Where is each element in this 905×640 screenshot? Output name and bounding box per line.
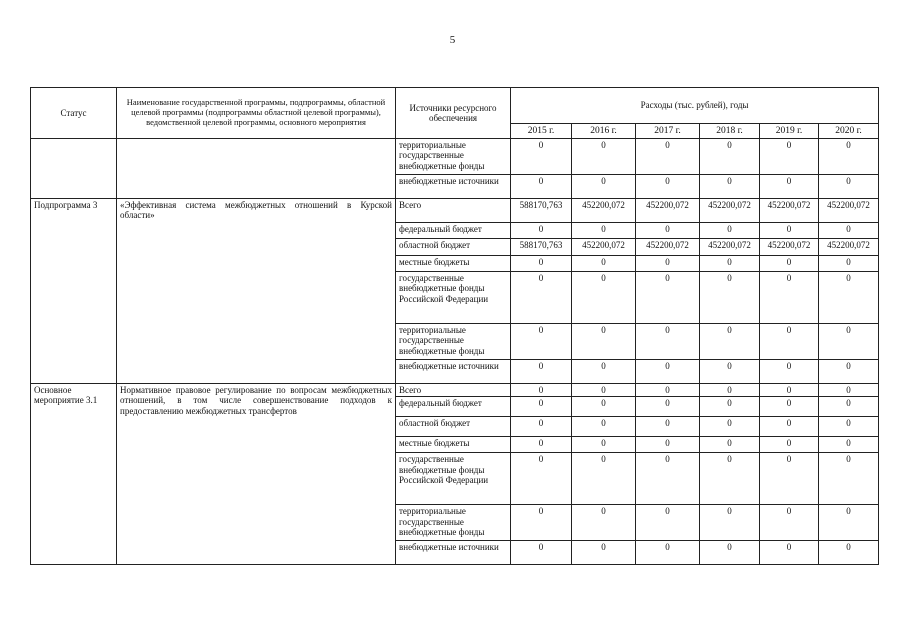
expense-value-cell: 0: [760, 505, 819, 541]
status-cell: Основное мероприятие 3.1: [31, 384, 117, 565]
expense-value-cell: 452200,072: [636, 199, 700, 223]
expense-value-cell: 0: [700, 453, 760, 505]
expense-value-cell: 0: [819, 139, 879, 175]
budget-table: [30, 87, 879, 565]
source-cell: местные бюджеты: [396, 437, 511, 453]
source-cell: государственные внебюджетные фонды Российской Федерации: [396, 272, 511, 324]
expense-value-cell: 0: [819, 453, 879, 505]
expense-value-cell: 452200,072: [760, 199, 819, 223]
expense-value-cell: 452200,072: [572, 199, 636, 223]
expense-value-cell: 0: [760, 360, 819, 384]
expense-value-cell: 0: [760, 139, 819, 175]
expense-value-cell: 0: [572, 272, 636, 324]
source-cell: территориальные государственные внебюджетные фонды: [396, 505, 511, 541]
expense-value-cell: 0: [819, 175, 879, 199]
expense-value-cell: 452200,072: [819, 199, 879, 223]
expense-value-cell: 0: [636, 272, 700, 324]
expense-value-cell: 0: [700, 541, 760, 565]
expense-value-cell: 0: [700, 324, 760, 360]
program-name-cell: Нормативное правовое регулирование по вопросам межбюджетных отношений, в том числе совершенствование подходов к предоставлению межбюджетных трансфертов: [117, 384, 396, 565]
source-cell: областной бюджет: [396, 417, 511, 437]
expense-value-cell: 0: [700, 505, 760, 541]
table-header: [31, 88, 879, 139]
expense-value-cell: 0: [572, 541, 636, 565]
expense-value-cell: 0: [819, 437, 879, 453]
expense-value-cell: 0: [572, 256, 636, 272]
page-number: 5: [449, 34, 456, 46]
header-year: 2017 г.: [636, 124, 700, 139]
expense-value-cell: 0: [760, 256, 819, 272]
expense-value-cell: 0: [572, 417, 636, 437]
status-cell: Подпрограмма 3: [31, 199, 117, 384]
expense-value-cell: 0: [572, 360, 636, 384]
expense-value-cell: 0: [819, 324, 879, 360]
header-program-name: Наименование государственной программы, подпрограммы, областной целевой программы (подпрограммы областной целевой программы), ведомственной целевой программы, основного мероприятия: [117, 88, 396, 139]
expense-value-cell: 452200,072: [572, 239, 636, 256]
expense-value-cell: 0: [700, 417, 760, 437]
expense-value-cell: 0: [511, 272, 572, 324]
header-year: 2015 г.: [511, 124, 572, 139]
expense-value-cell: 452200,072: [819, 239, 879, 256]
expense-value-cell: 0: [700, 272, 760, 324]
expense-value-cell: 0: [760, 324, 819, 360]
header-expenses: Расходы (тыс. рублей), годы: [511, 88, 879, 124]
expense-value-cell: 0: [511, 417, 572, 437]
source-cell: территориальные государственные внебюджетные фонды: [396, 324, 511, 360]
expense-value-cell: 0: [511, 505, 572, 541]
table-row: [31, 139, 879, 175]
expense-value-cell: 0: [700, 139, 760, 175]
expense-value-cell: 0: [700, 360, 760, 384]
expense-value-cell: 0: [636, 139, 700, 175]
expense-value-cell: 0: [572, 384, 636, 397]
expense-value-cell: 0: [511, 360, 572, 384]
source-cell: внебюджетные источники: [396, 541, 511, 565]
table-body: [31, 139, 879, 565]
expense-value-cell: 0: [511, 223, 572, 239]
expense-value-cell: 0: [636, 384, 700, 397]
expense-value-cell: 0: [636, 397, 700, 417]
expense-value-cell: 0: [572, 437, 636, 453]
expense-value-cell: 0: [511, 175, 572, 199]
expense-value-cell: 0: [760, 272, 819, 324]
expense-value-cell: 0: [700, 384, 760, 397]
source-cell: внебюджетные источники: [396, 175, 511, 199]
expense-value-cell: 0: [636, 453, 700, 505]
expense-value-cell: 0: [511, 453, 572, 505]
header-year: 2019 г.: [760, 124, 819, 139]
expense-value-cell: 0: [636, 324, 700, 360]
expense-value-cell: 0: [572, 453, 636, 505]
source-cell: областной бюджет: [396, 239, 511, 256]
program-name-cell: «Эффективная система межбюджетных отношений в Курской области»: [117, 199, 396, 384]
header-year: 2018 г.: [700, 124, 760, 139]
expense-value-cell: 0: [760, 417, 819, 437]
expense-value-cell: 0: [511, 437, 572, 453]
source-cell: территориальные государственные внебюджетные фонды: [396, 139, 511, 175]
expense-value-cell: 452200,072: [636, 239, 700, 256]
header-year: 2020 г.: [819, 124, 879, 139]
expense-value-cell: 0: [819, 223, 879, 239]
expense-value-cell: 0: [700, 175, 760, 199]
header-year: 2016 г.: [572, 124, 636, 139]
expense-value-cell: 0: [511, 139, 572, 175]
expense-value-cell: 0: [636, 256, 700, 272]
expense-value-cell: 0: [511, 324, 572, 360]
expense-value-cell: 0: [511, 256, 572, 272]
expense-value-cell: 0: [572, 397, 636, 417]
expense-value-cell: 0: [636, 175, 700, 199]
expense-value-cell: 0: [511, 384, 572, 397]
source-cell: внебюджетные источники: [396, 360, 511, 384]
expense-value-cell: 588170,763: [511, 199, 572, 223]
source-cell: федеральный бюджет: [396, 223, 511, 239]
source-cell: федеральный бюджет: [396, 397, 511, 417]
expense-value-cell: 0: [636, 541, 700, 565]
expense-value-cell: 0: [700, 437, 760, 453]
expense-value-cell: 0: [760, 175, 819, 199]
expense-value-cell: 0: [636, 437, 700, 453]
expense-value-cell: 452200,072: [700, 239, 760, 256]
expense-value-cell: 0: [700, 223, 760, 239]
expense-value-cell: 0: [636, 417, 700, 437]
expense-value-cell: 0: [636, 360, 700, 384]
expense-value-cell: 0: [572, 175, 636, 199]
expense-value-cell: 0: [819, 256, 879, 272]
expense-value-cell: 452200,072: [700, 199, 760, 223]
expense-value-cell: 0: [700, 397, 760, 417]
expense-value-cell: 0: [819, 505, 879, 541]
expense-value-cell: 0: [700, 256, 760, 272]
header-sources: Источники ресурсного обеспечения: [396, 88, 511, 139]
expense-value-cell: 0: [572, 505, 636, 541]
expense-value-cell: 0: [760, 437, 819, 453]
expense-value-cell: 0: [819, 397, 879, 417]
expense-value-cell: 0: [572, 223, 636, 239]
source-cell: Всего: [396, 384, 511, 397]
expense-value-cell: 0: [511, 397, 572, 417]
expense-value-cell: 0: [760, 453, 819, 505]
header-status: Статус: [31, 88, 117, 139]
expense-value-cell: 452200,072: [760, 239, 819, 256]
status-cell: [31, 139, 117, 199]
table-row: [31, 384, 879, 397]
expense-value-cell: 588170,763: [511, 239, 572, 256]
expense-value-cell: 0: [819, 541, 879, 565]
expense-value-cell: 0: [760, 384, 819, 397]
expense-value-cell: 0: [572, 324, 636, 360]
expense-value-cell: 0: [572, 139, 636, 175]
expense-value-cell: 0: [760, 541, 819, 565]
source-cell: местные бюджеты: [396, 256, 511, 272]
expense-value-cell: 0: [819, 360, 879, 384]
expense-value-cell: 0: [636, 223, 700, 239]
source-cell: Всего: [396, 199, 511, 223]
program-name-cell: [117, 139, 396, 199]
expense-value-cell: 0: [760, 223, 819, 239]
expense-value-cell: 0: [819, 417, 879, 437]
expense-value-cell: 0: [819, 272, 879, 324]
expense-value-cell: 0: [636, 505, 700, 541]
expense-value-cell: 0: [819, 384, 879, 397]
table-row: [31, 199, 879, 223]
expense-value-cell: 0: [511, 541, 572, 565]
source-cell: государственные внебюджетные фонды Российской Федерации: [396, 453, 511, 505]
expense-value-cell: 0: [760, 397, 819, 417]
